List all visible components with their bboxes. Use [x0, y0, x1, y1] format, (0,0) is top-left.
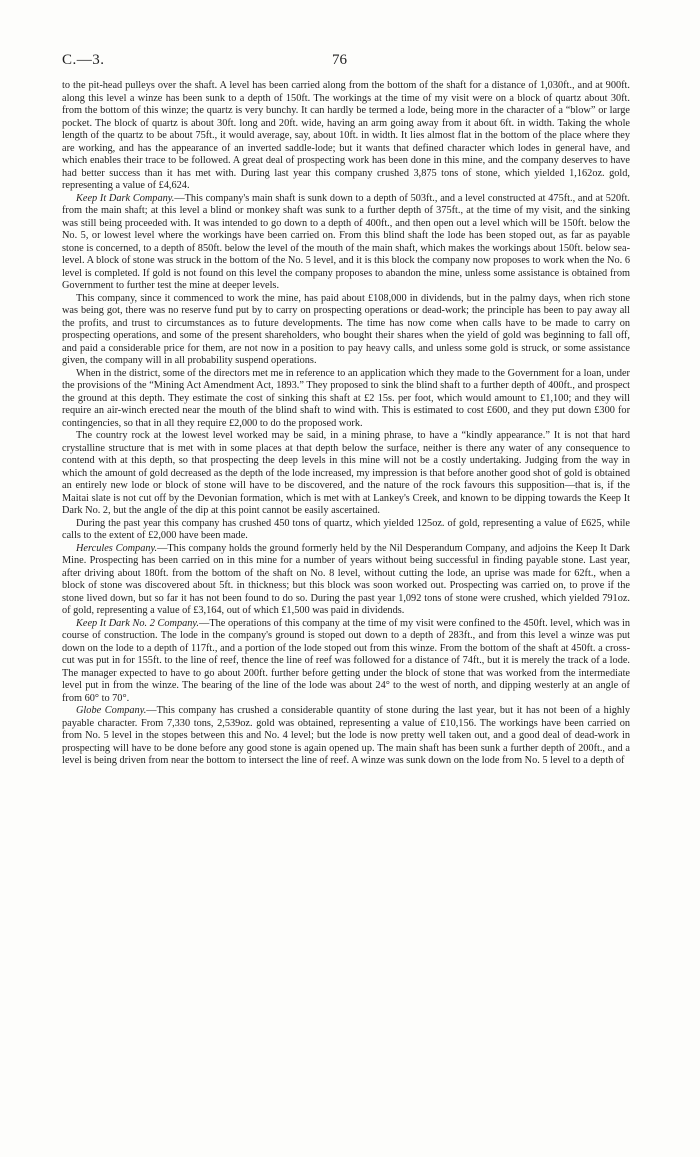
paragraph: Keep It Dark Company.—This company's main shaft is sunk down to a depth of 503ft., and a level constructed at 475ft., and at 520ft. from the main shaft; at this level a blind or monkey shaft was sunk to a further depth of 375ft., at the time of my visit, and the sinking was still being proceeded with. It was intended to go down to a depth of 400ft., and then open out a level which will be 150ft. below the No. 5, or lowest level where the workings have been carried on. From this blind shaft the lode has been stoped out, as far as payable stone is concerned, to a depth of 850ft. below the level of the mouth of the main shaft, which makes the workings about 150ft. below sea-level. A block of stone was struck in the bottom of the No. 5 level, and it is this block the company now proposes to work when the No. 6 level is completed. If gold is not found on this level the company proposes to abandon the mine, unless some assistance is obtained from Government to further test the mine at deeper levels.: [62, 192, 631, 291]
paragraph: Keep It Dark No. 2 Company.—The operations of this company at the time of my visit were confined to the 450ft. level, which was in course of construction. The lode in the company's ground is stoped out down to a depth of 283ft., and from this level a winze was put down on the lode to a depth of 117ft., and a portion of the lode stoped out from this winze. From the bottom of the shaft at 450ft. a cross-cut was put in for 155ft. to the line of reef, thence the line of reef was followed for a distance of 74ft., but it is merely the track of a lode. The manager expected to have to go about 200ft. further before getting under the block of stone that was worked from the intermediate level put in from the winze. The bearing of the line of the lode was about 24° to the west of north, and dipping westerly at an angle of from 60° to 70°.: [62, 617, 630, 704]
paragraph: to the pit-head pulleys over the shaft. A level has been carried along from the bottom of the shaft for a distance of 1,030ft., and at 900ft. along this level a winze has been sunk to a depth of 150ft. The workings at the time of my visit were on a block of quartz about 30ft. from the bottom of this winze; the quartz is very bunchy. It can hardly be termed a lode, being more in the character of a “blow” or large pocket. The block of quartz is about 30ft. long and 20ft. wide, having an arm going away from it about 6ft. in width. Taking the whole length of the quartz to be about 75ft., it would average, say, about 10ft. in width. It lies almost flat in the bottom of the place where they are working, and has the appearance of an inverted saddle-lode; but it wants that defined character which lodes in general have, and which enables their trace to be followed. A great deal of prospecting work has been done in this mine, and the company deserves to have had better success than it has met with. During last year this company crushed 3,875 tons of stone, which yielded 1,162oz. gold, representing a value of £4,624.: [62, 80, 630, 191]
paragraph: This company, since it commenced to work the mine, has paid about £108,000 in dividends, but in the palmy days, when rich stone was being got, there was no reserve fund put by to carry on prospecting operations or dead-work; the principle has been to pay away all the profits, and trust to circumstances as to future developments. The time has now come when calls have to be made to carry on prospecting operations, and some of the present shareholders, who bought their shares when the yield of gold was beginning to fall off, and paid a considerable price for them, are not now in a position to pay heavy calls, and unless some gold is struck, or some assistance given, the company will in all probability suspend operations.: [62, 292, 630, 366]
paragraph: When in the district, some of the directors met me in reference to an application which they made to the Government for a loan, under the provisions of the “Mining Act Amendment Act, 1893.” They proposed to sink the blind shaft to a further depth of 400ft., and prospect the ground at this depth. They estimate the cost of sinking this shaft at £2 15s. per foot, which would amount to £1,100; and they will require an air-winch erected near the mouth of the blind shaft to wind with. This is estimated to cost £600, and they put down £300 for contingencies, so that in all they require £2,000 to do the proposed work.: [62, 367, 630, 429]
paragraph: The country rock at the lowest level worked may be said, in a mining phrase, to have a “kindly appearance.” It is not that hard crystalline structure that is met with in some places at that depth below the surface, neither is there any water of any consequence to contend with at this depth, so that prospecting the deep levels in this mine will not be a costly undertaking. Judging from the way in which the amount of gold decreased as the depth of the lode increased, my impression is that before another good shot of gold is obtained an entirely new lode or block of stone will have to be discovered, and the nature of the rock favours this supposition—that is, if the Maitai slate is not cut off by the Devonian formation, which is met with at Lankey's Creek, and known to be dipping towards the Keep It Dark No. 2, but the angle of the dip at this point cannot be easily ascertained.: [62, 430, 630, 516]
paragraph: During the past year this company has crushed 450 tons of quartz, which yielded 125oz. of gold, representing a value of £625, while calls to the extent of £2,000 have been made.: [62, 517, 630, 541]
page-number: 76: [332, 52, 347, 68]
page-header: [62, 52, 630, 74]
paragraph: Globe Company.—This company has crushed a considerable quantity of stone during the last year, but it has not been of a highly payable character. From 7,330 tons, 2,539oz. gold was obtained, representing a value of £10,156. The workings have been carried on from No. 5 level in the stopes between this and No. 4 level; but the lode is now pretty well taken out, and a good deal of dead-work in prospecting will have to be done before any good stone is again opened up. The main shaft has been sunk a further depth of 200ft., and a level is being driven from near the bottom to intersect the line of reef. A winze was sunk down on the lode from No. 5 level to a depth of: [62, 705, 631, 766]
company-heading: Keep It Dark Company.: [76, 192, 175, 204]
document-body: [62, 80, 630, 768]
company-heading: Hercules Company.: [76, 542, 158, 554]
document-reference: C.—3.: [62, 52, 105, 68]
company-heading: Keep It Dark No. 2 Company.: [76, 617, 200, 629]
paragraph: Hercules Company.—This company holds the ground formerly held by the Nil Desperandum Company, and adjoins the Keep It Dark Mine. Prospecting has been carried on in this mine for a number of years without being successful in finding payable stone. Last year, after driving about 180ft. from the bottom of the shaft on No. 8 level, without cutting the lode, an uprise was made for 62ft., when a block of stone was discovered about 5ft. in thickness; but this block was soon worked out. Prospecting was carried on, to prove if the stone lived down, but so far it has not been found to do so. During the past year 1,092 tons of stone were crushed, which yielded 791oz. of gold, representing a value of £3,164, out of which £1,500 was paid in dividends.: [62, 542, 630, 616]
company-heading: Globe Company.: [76, 705, 147, 716]
